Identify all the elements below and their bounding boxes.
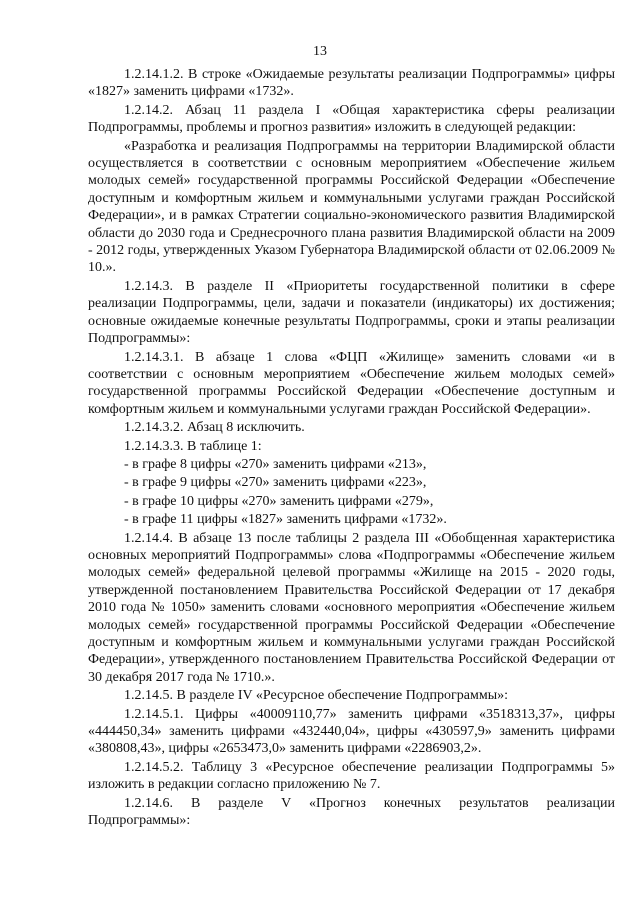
paragraph-1-2-14-3: 1.2.14.3. В разделе II «Приоритеты государственной политики в сфере реализации Подпрограммы, цели, задачи и показатели (индикаторы) их достижения; основные ожидаемые конечные результаты Подпрограммы, сроки и этапы реализации Подпрограммы»:	[88, 278, 615, 347]
list-item-graph-11: - в графе 11 цифры «1827» заменить цифрами «1732».	[124, 512, 447, 528]
paragraph-1-2-14-5-2: 1.2.14.5.2. Таблицу 3 «Ресурсное обеспечение реализации Подпрограммы 5» изложить в редакции согласно приложению № 7.	[88, 759, 615, 793]
list-item-graph-8: - в графе 8 цифры «270» заменить цифрами «213»,	[124, 456, 427, 472]
list-item-graph-10: - в графе 10 цифры «270» заменить цифрами «279»,	[124, 493, 434, 509]
paragraph-1-2-14-1-2: 1.2.14.1.2. В строке «Ожидаемые результаты реализации Подпрограммы» цифры «1827» заменить цифрами «1732».	[88, 67, 615, 100]
paragraph-1-2-14-6: 1.2.14.6. В разделе V «Прогноз конечных результатов реализации Подпрограммы»:	[88, 795, 615, 829]
list-item-graph-9: - в графе 9 цифры «270» заменить цифрами «223»,	[124, 475, 427, 491]
paragraph-1-2-14-3-1: 1.2.14.3.1. В абзаце 1 слова «ФЦП «Жилище» заменить словами «и в соответствии с основным мероприятием «Обеспечение жильем молодых семей» государственной программы Российской Федерации «Обеспечение доступным и комфортным жильем и коммунальными услугами граждан Российской Федерации».	[88, 349, 615, 417]
paragraph-1-2-14-3-2: 1.2.14.3.2. Абзац 8 исключить.	[124, 420, 305, 436]
paragraph-1-2-14-5-1: 1.2.14.5.1. Цифры «40009110,77» заменить цифрами «3518313,37», цифры «444450,34» заменить цифрами «432440,04», цифры «430597,9» заменить цифрами «380808,43», цифры «2653473,0» заменить цифрами «2286903,2».	[88, 706, 615, 757]
paragraph-1-2-14-2: 1.2.14.2. Абзац 11 раздела I «Общая характеристика сферы реализации Подпрограммы, проблемы и прогноз развития» изложить в следующей редакции:	[88, 102, 615, 136]
paragraph-1-2-14-3-3: 1.2.14.3.3. В таблице 1:	[124, 438, 262, 454]
page-number: 13	[313, 44, 327, 59]
paragraph-1-2-14-5: 1.2.14.5. В разделе IV «Ресурсное обеспечение Подпрограммы»:	[124, 688, 508, 704]
document-body	[88, 66, 615, 830]
paragraph-quoted-text: «Разработка и реализация Подпрограммы на территории Владимирской области осуществляется в соответствии с основным мероприятием «Обеспечение жильем молодых семей» государственной программы Российской Федерации «Обеспечение доступным и комфортным жильем и коммунальными услугами граждан Российской Федерации», и в рамках Стратегии социально-экономического развития Владимирской области до 2030 года и Среднесрочного плана развития Владимирской области на 2009 - 2012 годы, утвержденных Указом Губернатора Владимирской области от 02.06.2009 № 10.».	[88, 138, 615, 276]
paragraph-1-2-14-4: 1.2.14.4. В абзаце 13 после таблицы 2 раздела III «Обобщенная характеристика основных мероприятий Подпрограммы» слова «Подпрограммы «Обеспечение жильем молодых семей» федеральной целевой программы «Жилище на 2015 - 2020 годы, утвержденной постановлением Правительства Российской Федерации от 17 декабря 2010 года № 1050» заменить словами «основного мероприятия «Обеспечение жильем молодых семей» государственной программы Российской Федерации «Обеспечение доступным и комфортным жильем и коммунальными услугами граждан Российской Федерации», утвержденного постановлением Правительства Российской Федерации от 30 декабря 2017 года № 1710.».	[88, 530, 615, 685]
